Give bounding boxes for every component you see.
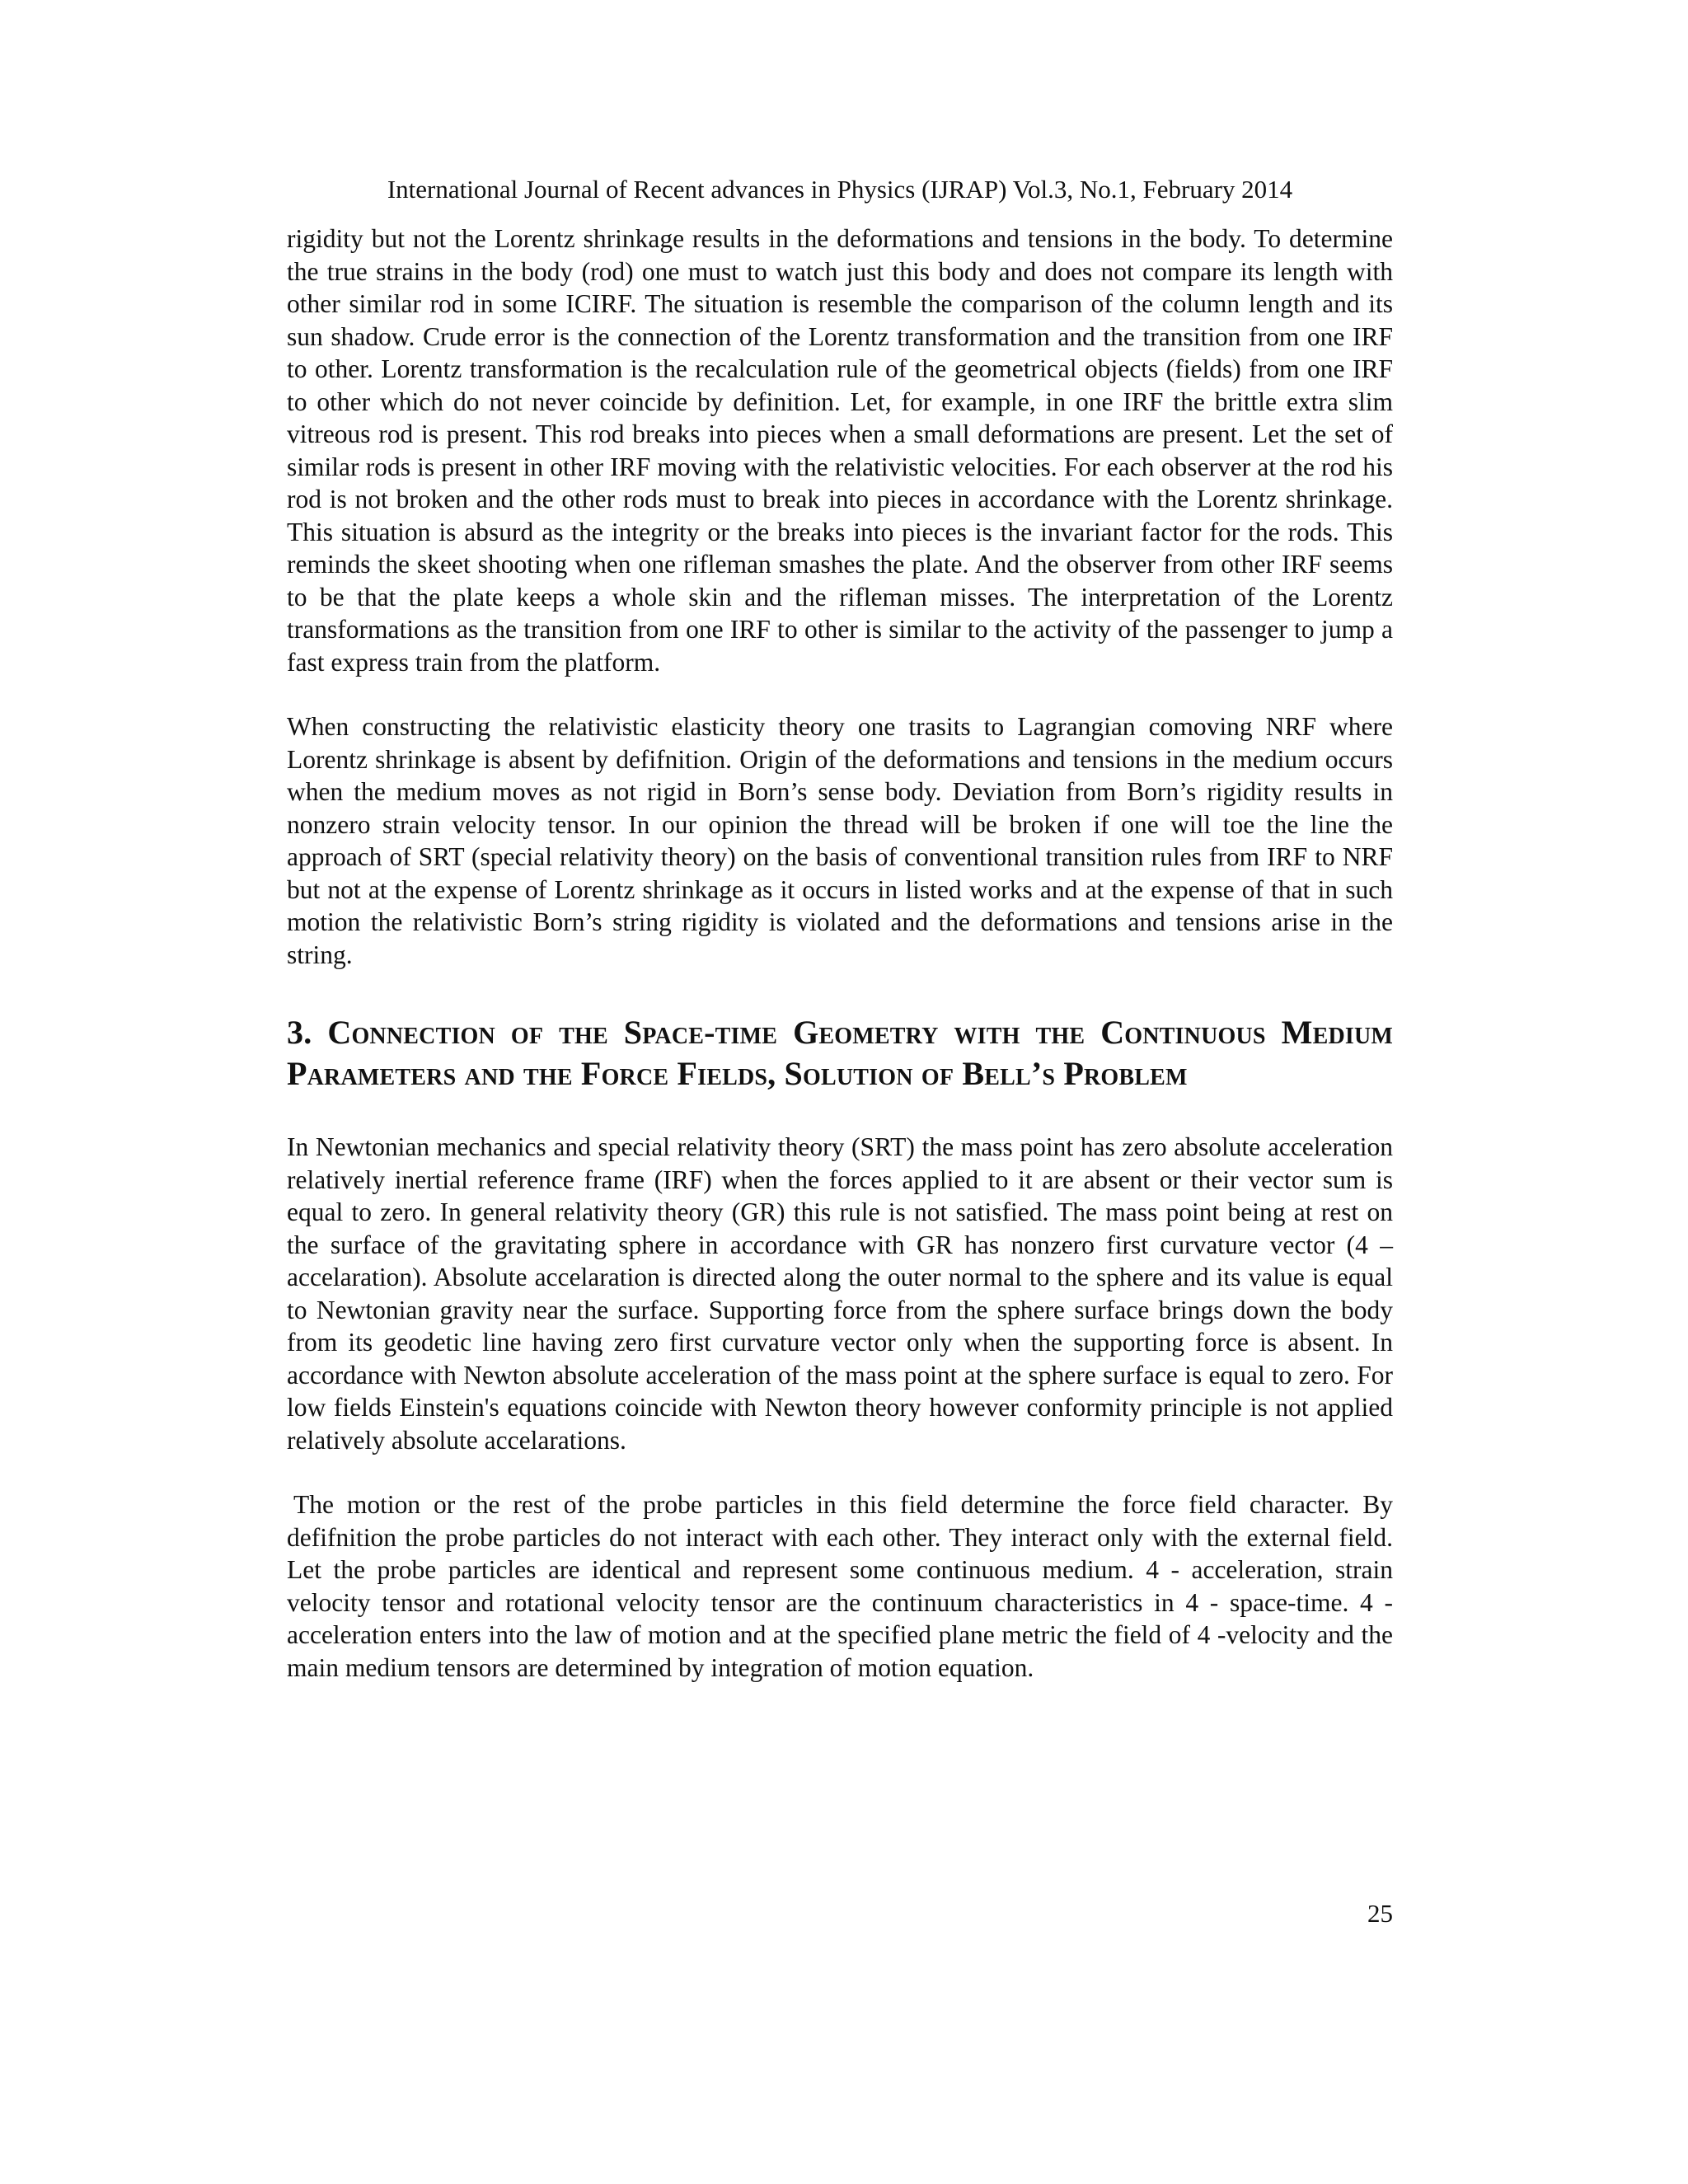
paragraph-rigidity: rigidity but not the Lorentz shrinkage results in the deformations and tensions in the body. To determine the true strains in the body (rod) one must to watch just this body and does not compare its length with other similar rod in some ICIRF. The situation is resemble the comparison of the column length and its sun shadow. Crude error is the connection of the Lorentz transformation and the transition from one IRF to other. Lorentz transformation is the recalculation rule of the geometrical objects (fields) from one IRF to other which do not never coincide by definition. Let, for example, in one IRF the brittle extra slim vitreous rod is present. This rod breaks into pieces when a small deformations are present. Let the set of similar rods is present in other IRF moving with the relativistic velocities. For each observer at the rod his rod is not broken and the other rods must to break into pieces in accordance with the Lorentz shrinkage. This situation is absurd as the integrity or the breaks into pieces is the invariant factor for the rods. This reminds the skeet shooting when one rifleman smashes the plate. And the observer from other IRF seems to be that the plate keeps a whole skin and the rifleman misses. The interpretation of the Lorentz transformations as the transition from one IRF to other is similar to the activity of the passenger to jump a fast express train from the platform. [287, 224, 1393, 677]
paragraph-probe-particles: The motion or the rest of the probe particles in this field determine the force field character. By defifnition the probe particles do not interact with each other. They interact only with the external field. Let the probe particles are identical and represent some continuous medium. 4 - acceleration, strain velocity tensor and rotational velocity tensor are the continuum characteristics in 4 - space-time. 4 - acceleration enters into the law of motion and at the specified plane metric the field of 4 -velocity and the main medium tensors are determined by integration of motion equation. [287, 1490, 1393, 1682]
section-heading [287, 1012, 1393, 1094]
paragraph-newtonian-mechanics: In Newtonian mechanics and special relativity theory (SRT) the mass point has zero absolute acceleration relatively inertial reference frame (IRF) when the forces applied to it are absent or their vector sum is equal to zero. In general relativity theory (GR) this rule is not satisfied. The mass point being at rest on the surface of the gravitating sphere in accordance with GR has nonzero first curvature vector (4 – accelaration). Absolute accelaration is directed along the outer normal to the sphere and its value is equal to Newtonian gravity near the surface. Supporting force from the sphere surface brings down the body from its geodetic line having zero first curvature vector only when the supporting force is absent. In accordance with Newton absolute acceleration of the mass point at the sphere surface is equal to zero. For low fields Einstein's equations coincide with Newton theory however conformity principle is not applied relatively absolute accelarations. [287, 1132, 1393, 1455]
running-header: International Journal of Recent advances in Physics (IJRAP) Vol.3, No.1, February 2014 [387, 175, 1293, 204]
page-number: 25 [1367, 1899, 1393, 1928]
body-text [287, 223, 1393, 1684]
section-title: Connection of the Space-time Geometry with the Continuous Medium Parameters and the Force Fields, Solution of Bell’s Problem [287, 1014, 1394, 1092]
paragraph-elasticity-theory: When constructing the relativistic elasticity theory one trasits to Lagrangian comoving NRF where Lorentz shrinkage is absent by defifnition. Origin of the deformations and tensions in the medium occurs when the medium moves as not rigid in Born’s sense body. Deviation from Born’s rigidity results in nonzero strain velocity tensor. In our opinion the thread will be broken if one will toe the line the approach of SRT (special relativity theory) on the basis of conventional transition rules from IRF to NRF but not at the expense of Lorentz shrinkage as it occurs in listed works and at the expense of that in such motion the relativistic Born’s string rigidity is violated and the deformations and tensions arise in the string. [287, 712, 1393, 969]
section-number: 3. [287, 1014, 312, 1051]
